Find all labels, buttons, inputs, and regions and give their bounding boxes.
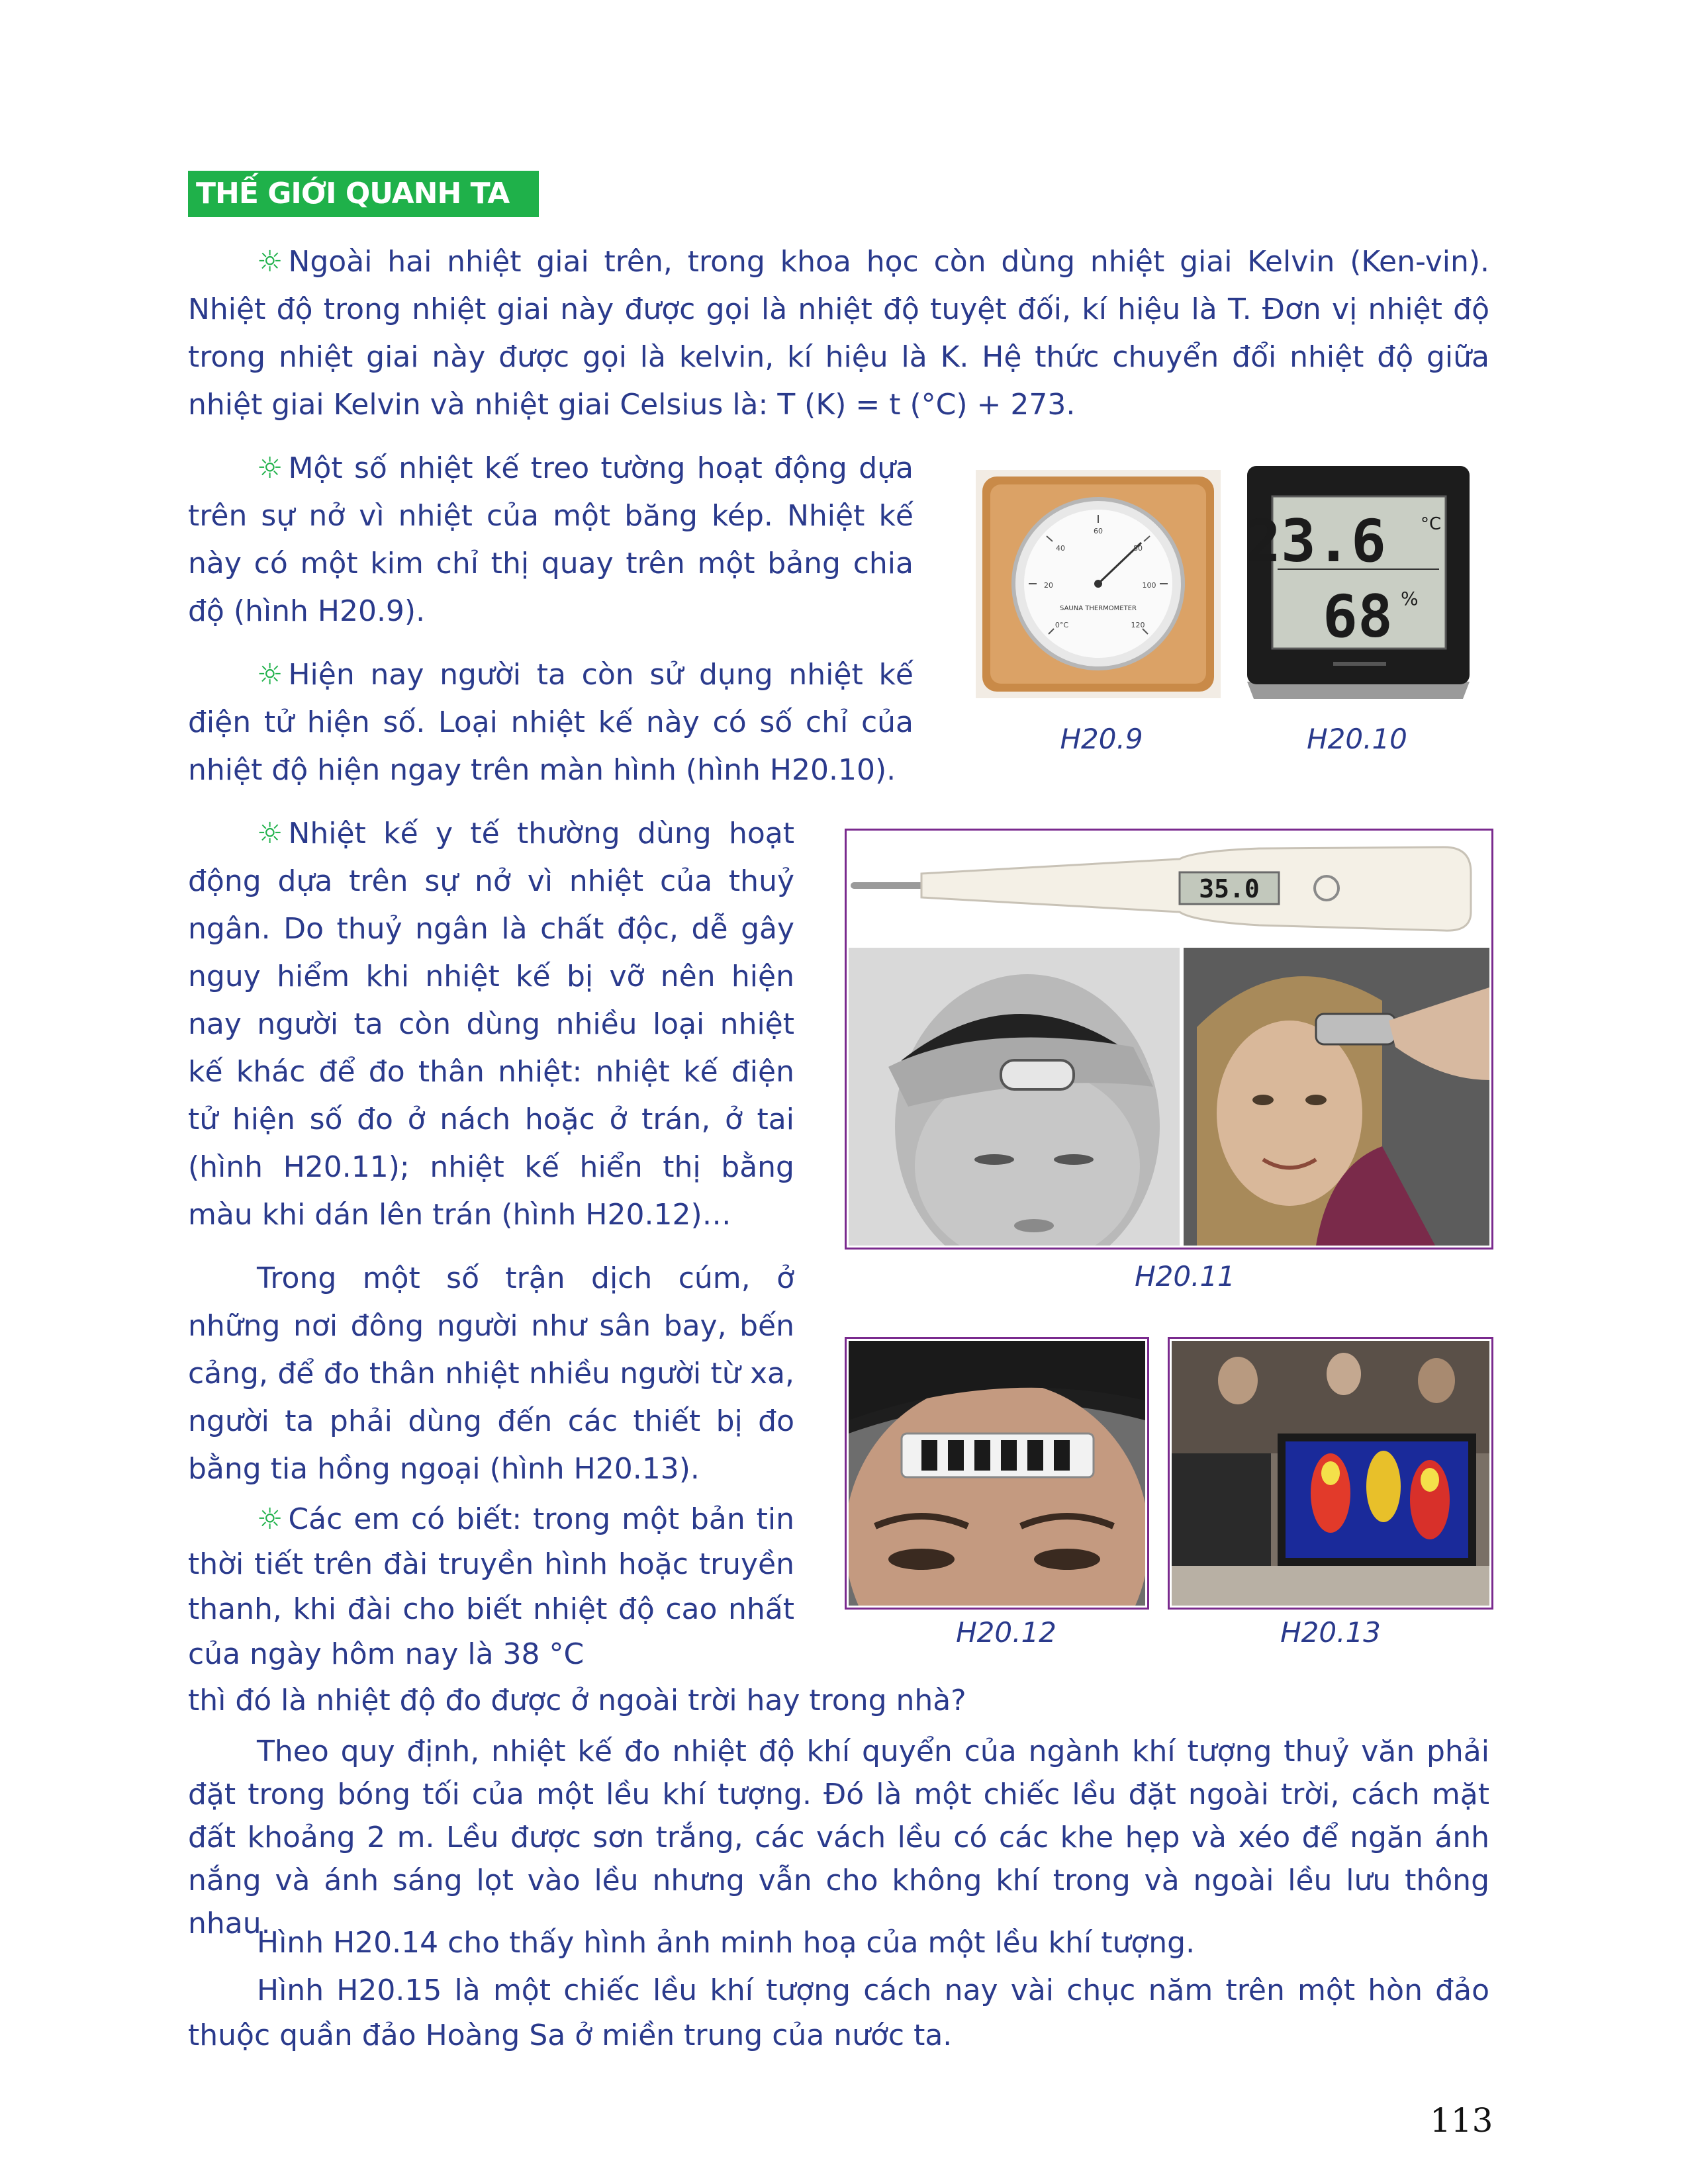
sun-icon: ☼: [257, 451, 283, 485]
girl-ear-photo: [1184, 948, 1489, 1246]
scale-label: 60: [1094, 527, 1103, 535]
sun-icon: ☼: [257, 245, 283, 279]
digital-hygrometer-image: [1241, 463, 1476, 702]
paragraph-medical: ☼ Nhiệt kế y tế thường dùng hoạt động dựa trên sự nở vì nhiệt của thuỷ ngân. Do thuỷ ngân là chất độc, dễ gây nguy hiểm khi nhiệt kế bị vỡ nên hiện nay người ta còn dùng nhiều loại nhiệt kế khác để đo thân nhiệt: nhiệt kế điện tử hiện số đo ở nách hoặc ở trán, ở tai (hình H20.11); nhiệt kế hiển thị bằng màu khi dán lên trán (hình H20.12)…: [188, 817, 794, 1232]
paragraph-regulation: Theo quy định, nhiệt kế đo nhiệt độ khí quyển của ngành khí tượng thuỷ văn phải đặt trong bóng tối của một lều khí tượng. Đó là một chiếc lều đặt ngoài trời, cách mặt đất khoảng 2 m. Lều được sơn trắng, các vách lều có các khe hẹp và xéo để ngăn ánh nắng và ánh sáng lọt vào lều nhưng vẫn cho không khí trong và ngoài lều lưu thông nhau.: [188, 1735, 1489, 1940]
dial-thermometer-image: [976, 470, 1221, 698]
scale-label: 40: [1056, 544, 1065, 553]
sun-icon: ☼: [257, 1502, 283, 1536]
scale-label: 0°C: [1055, 621, 1069, 629]
figure-h20-10: [1241, 463, 1476, 702]
section-heading: THẾ GIỚI QUANH TA: [188, 171, 539, 217]
caption-h20-10: H20.10: [1307, 723, 1407, 755]
dial-label: SAUNA THERMOMETER: [1060, 605, 1137, 612]
caption-h20-12: H20.12: [956, 1616, 1056, 1649]
paragraph-question: ☼ Các em có biết: trong một bản tin thời tiết trên đài truyền hình hoặc truyền thanh, khi đài cho biết nhiệt độ cao nhất của ngày hôm nay là 38 °C: [188, 1502, 794, 1671]
infrared-scanner-photo: [1172, 1341, 1489, 1606]
humidity-readout: 68: [1323, 582, 1393, 651]
paragraph-h20-15: Hình H20.15 là một chiếc lều khí tượng cách nay vài chục năm trên một hòn đảo thuộc quần đảo Hoàng Sa ở miền trung của nước ta.: [188, 1974, 1489, 2052]
forehead-strip-photo: [849, 1341, 1145, 1606]
scale-label: 120: [1131, 621, 1145, 629]
temperature-readout: 23.6: [1246, 507, 1386, 575]
sun-icon: ☼: [257, 658, 283, 692]
paragraph-infrared: Trong một số trận dịch cúm, ở những nơi đông người như sân bay, bến cảng, để đo thân nhiệt nhiều người từ xa, người ta phải dùng đến các thiết bị đo bằng tia hồng ngoại (hình H20.13).: [188, 1261, 794, 1486]
temperature-unit: °C: [1421, 514, 1442, 534]
paragraph-digital: ☼ Hiện nay người ta còn sử dụng nhiệt kế điện tử hiện số. Loại nhiệt kế này có số chỉ của nhiệt độ hiện ngay trên màn hình (hình H20.10).: [188, 658, 914, 787]
child-forehead-photo: [849, 948, 1180, 1246]
paragraph-h20-14: Hình H20.14 cho thấy hình ảnh minh hoạ của một lều khí tượng.: [257, 1926, 1196, 1960]
scale-label: 20: [1044, 581, 1053, 590]
clinical-thermometer-image: [849, 833, 1489, 945]
paragraph-bimetal: ☼ Một số nhiệt kế treo tường hoạt động dựa trên sự nở vì nhiệt của một băng kép. Nhiệt kế này có một kim chỉ thị quay trên một bảng chia độ (hình H20.9).: [188, 451, 914, 628]
scale-label: 80: [1133, 544, 1143, 553]
caption-h20-11: H20.11: [1135, 1260, 1235, 1293]
figure-h20-9: [976, 470, 1221, 698]
sun-icon: ☼: [257, 817, 283, 850]
page-number: 113: [1430, 2101, 1493, 2140]
paragraph-kelvin: ☼ Ngoài hai nhiệt giai trên, trong khoa học còn dùng nhiệt giai Kelvin (Ken-vin). Nhiệt độ trong nhiệt giai này được gọi là nhiệt độ tuyệt đối, kí hiệu là T. Đơn vị nhiệt độ trong nhiệt giai này được gọi là kelvin, kí hiệu là K. Hệ thức chuyển đổi nhiệt độ giữa nhiệt giai Kelvin và nhiệt giai Celsius là: T (K) = t (°C) + 273.: [188, 245, 1489, 422]
thermometer-reading: 35.0: [1199, 874, 1260, 903]
caption-h20-13: H20.13: [1280, 1616, 1381, 1649]
scale-label: 100: [1142, 581, 1156, 590]
paragraph-question-end: thì đó là nhiệt độ đo được ở ngoài trời hay trong nhà?: [188, 1684, 966, 1717]
humidity-unit: %: [1401, 588, 1419, 610]
caption-h20-9: H20.9: [1060, 723, 1143, 755]
